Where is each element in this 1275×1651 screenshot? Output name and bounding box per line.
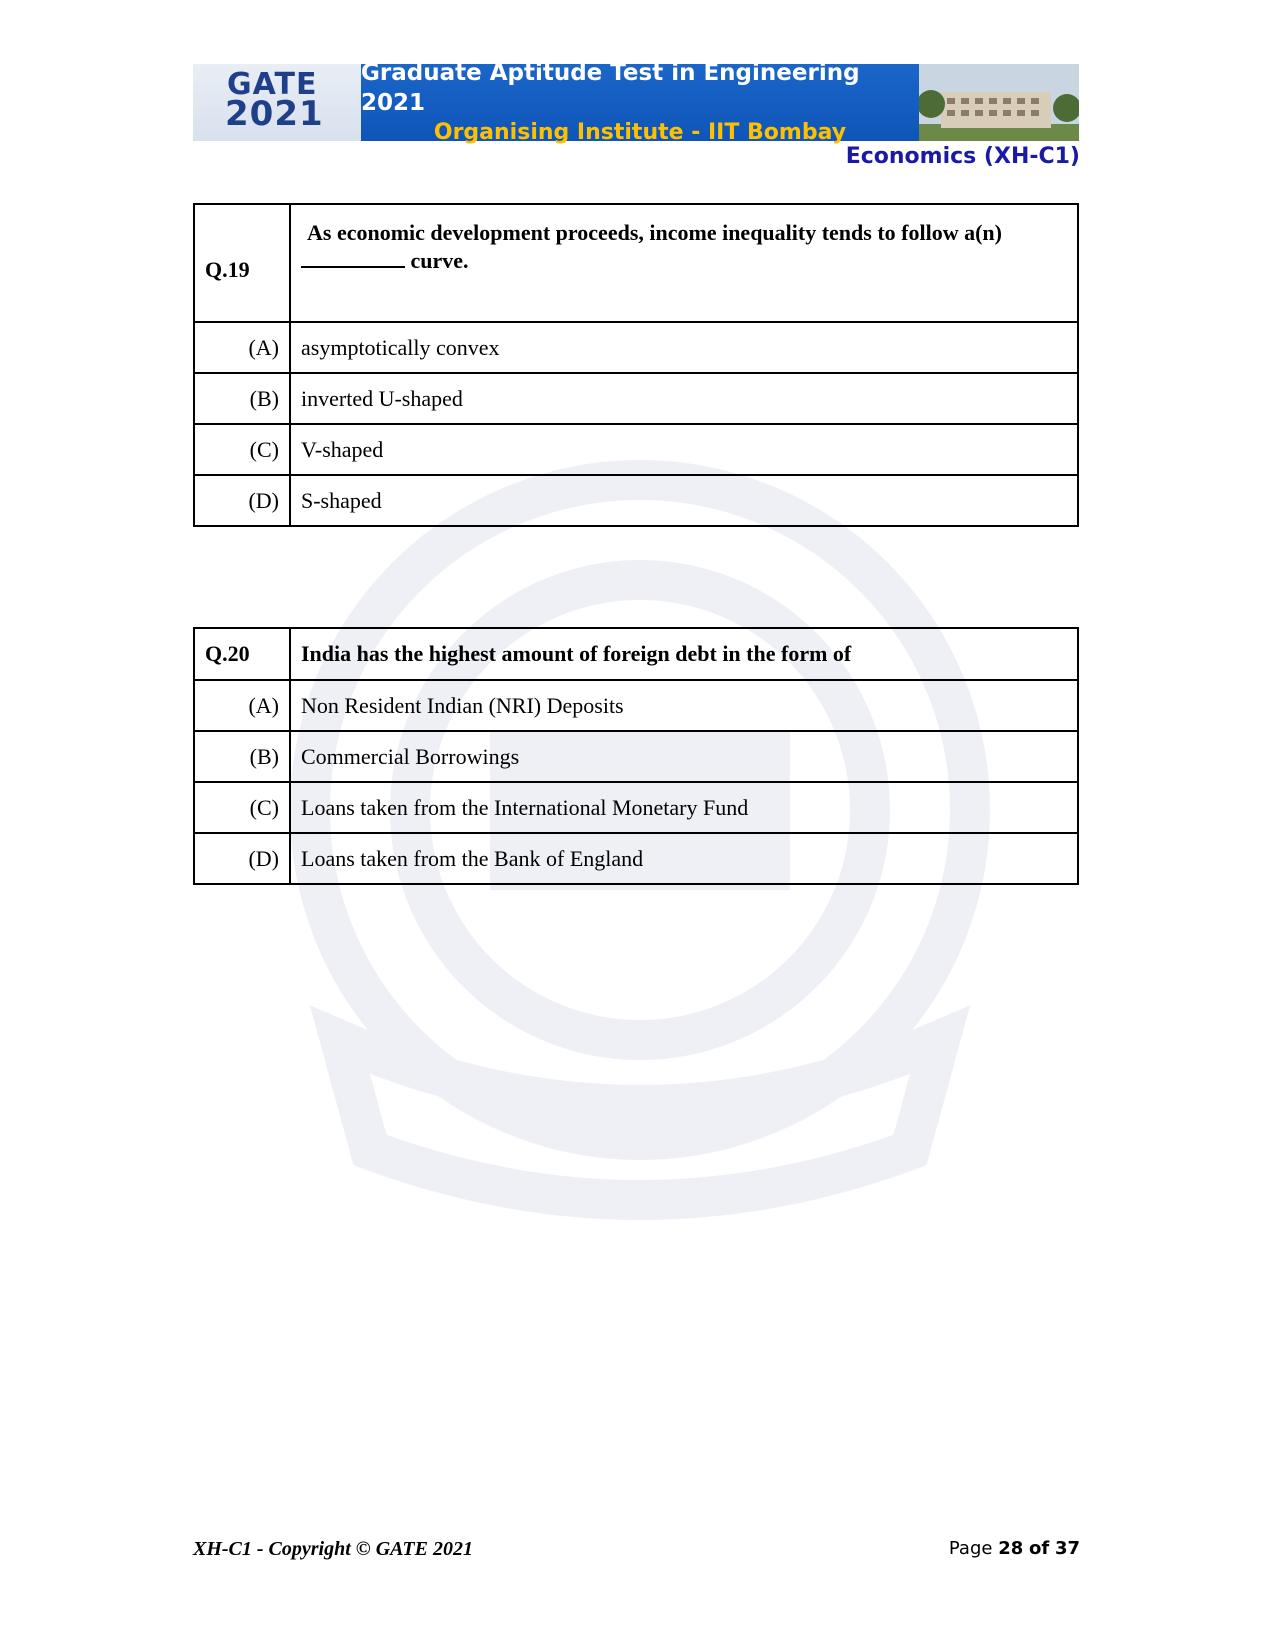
banner-title: Graduate Aptitude Test in Engineering 2021: [361, 59, 860, 116]
banner-text-area: [361, 59, 919, 145]
logo-year: 2021: [225, 94, 324, 134]
option-text: S-shaped: [290, 475, 1078, 526]
option-row[interactable]: [194, 322, 1078, 373]
option-row[interactable]: [194, 373, 1078, 424]
option-letter: (A): [194, 322, 290, 373]
footer-copyright: XH-C1 - Copyright © GATE 2021: [193, 1538, 473, 1560]
question-stem-text: As economic development proceeds, income inequality tends to follow a(n): [307, 220, 1002, 245]
option-row[interactable]: [194, 782, 1078, 833]
question-table-19: [193, 203, 1079, 527]
logo-text: GATE: [227, 67, 318, 102]
option-text: Non Resident Indian (NRI) Deposits: [290, 680, 1078, 731]
question-stem-row: [194, 628, 1078, 680]
institute-building-photo: [919, 64, 1079, 141]
option-letter: (A): [194, 680, 290, 731]
option-row[interactable]: [194, 833, 1078, 884]
option-text: asymptotically convex: [290, 322, 1078, 373]
page-of: of: [1029, 1538, 1050, 1559]
option-letter: (B): [194, 373, 290, 424]
answer-blank: [301, 248, 405, 268]
question-stem-text-end: curve.: [410, 248, 469, 273]
banner-subtitle: Organising Institute - IIT Bombay: [433, 119, 847, 145]
subject-label: Economics (XH-C1): [845, 144, 1080, 169]
option-text: V-shaped: [290, 424, 1078, 475]
question-stem: [290, 204, 1078, 322]
option-letter: (D): [194, 475, 290, 526]
page-current: 28: [998, 1538, 1024, 1559]
option-letter: (C): [194, 424, 290, 475]
footer-page-number: [949, 1538, 1080, 1559]
option-text: Loans taken from the International Monetary Fund: [290, 782, 1078, 833]
option-letter: (B): [194, 731, 290, 782]
gate-logo: [193, 64, 361, 141]
question-stem: India has the highest amount of foreign debt in the form of: [290, 628, 1078, 680]
option-text: Commercial Borrowings: [290, 731, 1078, 782]
option-row[interactable]: [194, 731, 1078, 782]
question-stem-row: [194, 204, 1078, 322]
header-banner: [193, 59, 1079, 145]
question-table-20: [193, 627, 1079, 885]
question-number: Q.19: [194, 204, 290, 322]
option-row[interactable]: [194, 475, 1078, 526]
page-label: Page: [948, 1538, 993, 1559]
option-letter: (D): [194, 833, 290, 884]
option-letter: (C): [194, 782, 290, 833]
option-row[interactable]: [194, 680, 1078, 731]
option-text: Loans taken from the Bank of England: [290, 833, 1078, 884]
page-total: 37: [1054, 1538, 1080, 1559]
option-text: inverted U-shaped: [290, 373, 1078, 424]
option-row[interactable]: [194, 424, 1078, 475]
question-number: Q.20: [194, 628, 290, 680]
